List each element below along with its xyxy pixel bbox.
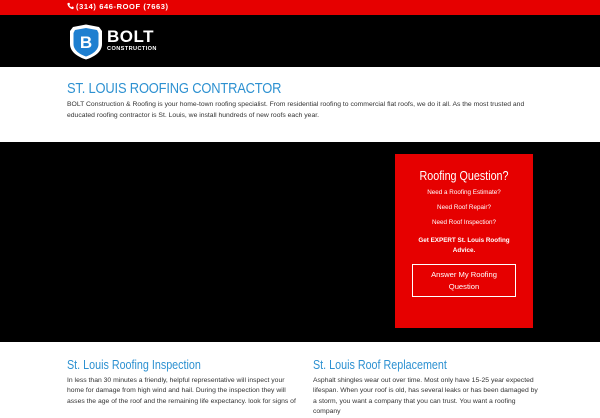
inspection-paragraph: In less than 30 minutes a friendly, helpful representative will inspect your home for damage from high wind and hail. During the inspection they will asses the age of the roof and the remaining life expectancy. look for signs of [67,377,296,405]
bolt-logo[interactable] [69,24,179,60]
question-item-inspection: Need Roof Inspection? [431,219,497,226]
inspection-title[interactable]: St. Louis Roofing Inspection [67,358,201,372]
roofing-question-box [395,154,533,328]
question-item-repair: Need Roof Repair? [437,204,491,211]
intro-section [0,67,600,142]
replacement-title[interactable]: St. Louis Roof Replacement [313,358,447,372]
answer-question-button[interactable] [412,264,516,297]
phone-number: (314) 646-ROOF (7663) [76,2,169,11]
intro-paragraph: BOLT Construction & Roofing is your home-town roofing specialist. From residential roofing to commercial flat roofs, we do it all. As the most trusted and educated roofing contractor is St. Louis, we install hundreds of new roofs each year. [67,101,525,119]
logo-subtitle: CONSTRUCTION [107,46,157,52]
top-bar [0,0,600,15]
hero-section [0,142,600,342]
replacement-paragraph: Asphalt shingles wear out over time. Most only have 15-25 year expected lifespan. When your roof is old, has several leaks or has been damaged by a storm, you want a company that you can trust. You want a roofing company [313,377,538,416]
shield-logo-icon [69,24,103,60]
logo-wordmark: BOLT [107,27,155,46]
question-box-title: Roofing Question? [419,169,509,183]
page-title: ST. LOUIS ROOFING CONTRACTOR [67,80,282,97]
expert-advice-text: Get EXPERT St. Louis Roofing Advice. [418,237,510,254]
phone-link[interactable] [67,2,169,11]
logo-letter: B [79,33,93,52]
replacement-column [313,358,543,418]
services-section [0,342,600,416]
question-item-estimate: Need a Roofing Estimate? [427,189,501,196]
answer-question-button-label: Answer My Roofing Question [431,269,497,291]
phone-icon [67,2,74,10]
